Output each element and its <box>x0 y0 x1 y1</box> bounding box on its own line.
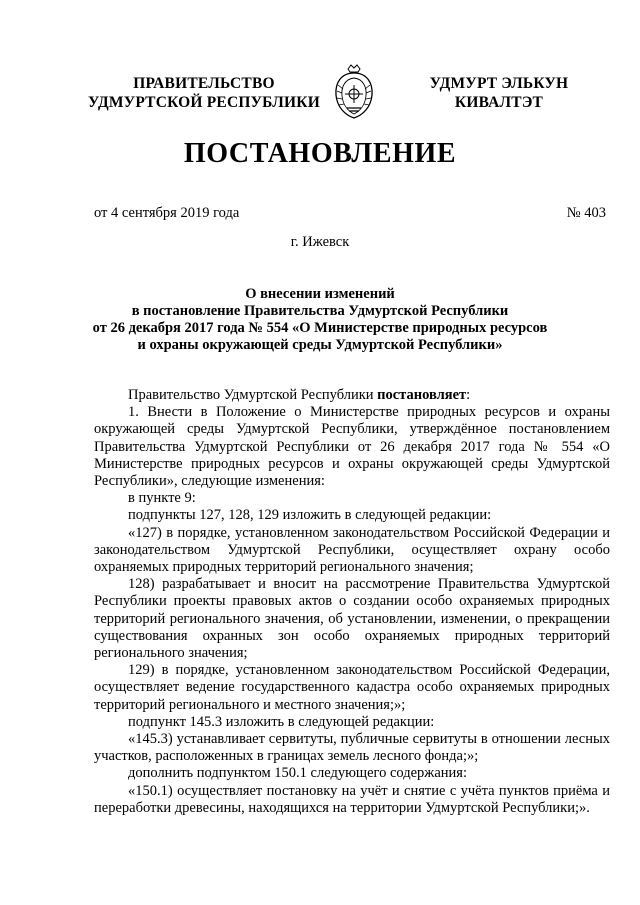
body-paragraph-subpoint-150-1: «150.1) осуществляет постановку на учёт и снятие с учёта пунктов приёма и переработки древесины, находящихся на территории Удмуртской Республики;». <box>94 782 610 816</box>
preamble-colon: : <box>466 387 471 403</box>
preamble-text: Правительство Удмуртской Республики <box>128 387 378 403</box>
issuer-line-2: УДМУРТСКОЙ РЕСПУБЛИКИ <box>88 94 320 111</box>
document-title <box>80 286 560 354</box>
body-paragraph-subpoint-150-intro: дополнить подпунктом 150.1 следующего содержания: <box>128 765 467 782</box>
title-line-3: от 26 декабря 2017 года № 554 «О Министерстве природных ресурсов <box>92 320 548 336</box>
body-paragraph-item-1: 1. Внести в Положение о Министерстве природных ресурсов и охраны окружающей среды Удмуртской Республики, утверждённое постановлением Правительства Удмуртской Республики от 26 декабря 2017 года № 554 «О Министерстве природных ресурсов и охраны окружающей среды Удмуртской Республики», следующие изменения: <box>94 404 610 490</box>
issuer-name-udmurt <box>406 74 592 112</box>
body-paragraph-subpoint-145-3: «145.3) устанавливает сервитуты, публичные сервитуты в отношении лесных участков, расположенных в границах земель лесного фонда;»; <box>94 731 610 765</box>
document-date: от 4 сентября 2019 года <box>94 205 240 221</box>
body-paragraph-subpoint-145-intro: подпункт 145.3 изложить в следующей редакции: <box>128 713 435 730</box>
body-paragraph-subpoint-128: 128) разрабатывает и вносит на рассмотрение Правительства Удмуртской Республики проекты правовых актов о создании особо охраняемых природных территорий регионального значения, об установлении, изменении, о прекращении существования охранных зон особо охраняемых природных территорий регионального значения; <box>94 576 610 662</box>
preamble-verb: постановляет <box>377 387 467 403</box>
body-paragraph-subpoint-129: 129) в порядке, установленном законодательством Российской Федерации, осуществляет ведение государственного кадастра особо охраняемых природных территорий регионального и местного значения;»; <box>94 662 610 713</box>
issuer-udmurt-line-2: КИВАЛТЭТ <box>454 94 544 111</box>
title-line-4: и охраны окружающей среды Удмуртской Республики» <box>137 337 503 353</box>
issuer-line-1: ПРАВИТЕЛЬСТВО <box>133 75 275 92</box>
document-city: г. Ижевск <box>290 234 350 250</box>
document-body <box>94 387 610 817</box>
issuer-udmurt-line-1: УДМУРТ ЭЛЬКУН <box>429 75 569 92</box>
document-type-heading: ПОСТАНОВЛЕНИЕ <box>183 138 457 169</box>
issuer-name-russian <box>84 74 324 112</box>
title-line-2: в постановление Правительства Удмуртской Республики <box>131 303 509 319</box>
body-paragraph-subpoints-intro: подпункты 127, 128, 129 изложить в следующей редакции: <box>128 507 492 524</box>
body-paragraph-subpoint-127: «127) в порядке, установленном законодательством Российской Федерации и законодательством Удмуртской Республики, осуществляет охрану особо охраняемых природных территорий регионального значения; <box>94 524 610 576</box>
body-paragraph-point-9: в пункте 9: <box>128 490 196 507</box>
document-number: № 403 <box>566 205 606 221</box>
title-line-1: О внесении изменений <box>245 286 395 302</box>
body-paragraph-preamble <box>94 387 610 404</box>
udmurt-coat-of-arms-icon <box>331 63 377 121</box>
